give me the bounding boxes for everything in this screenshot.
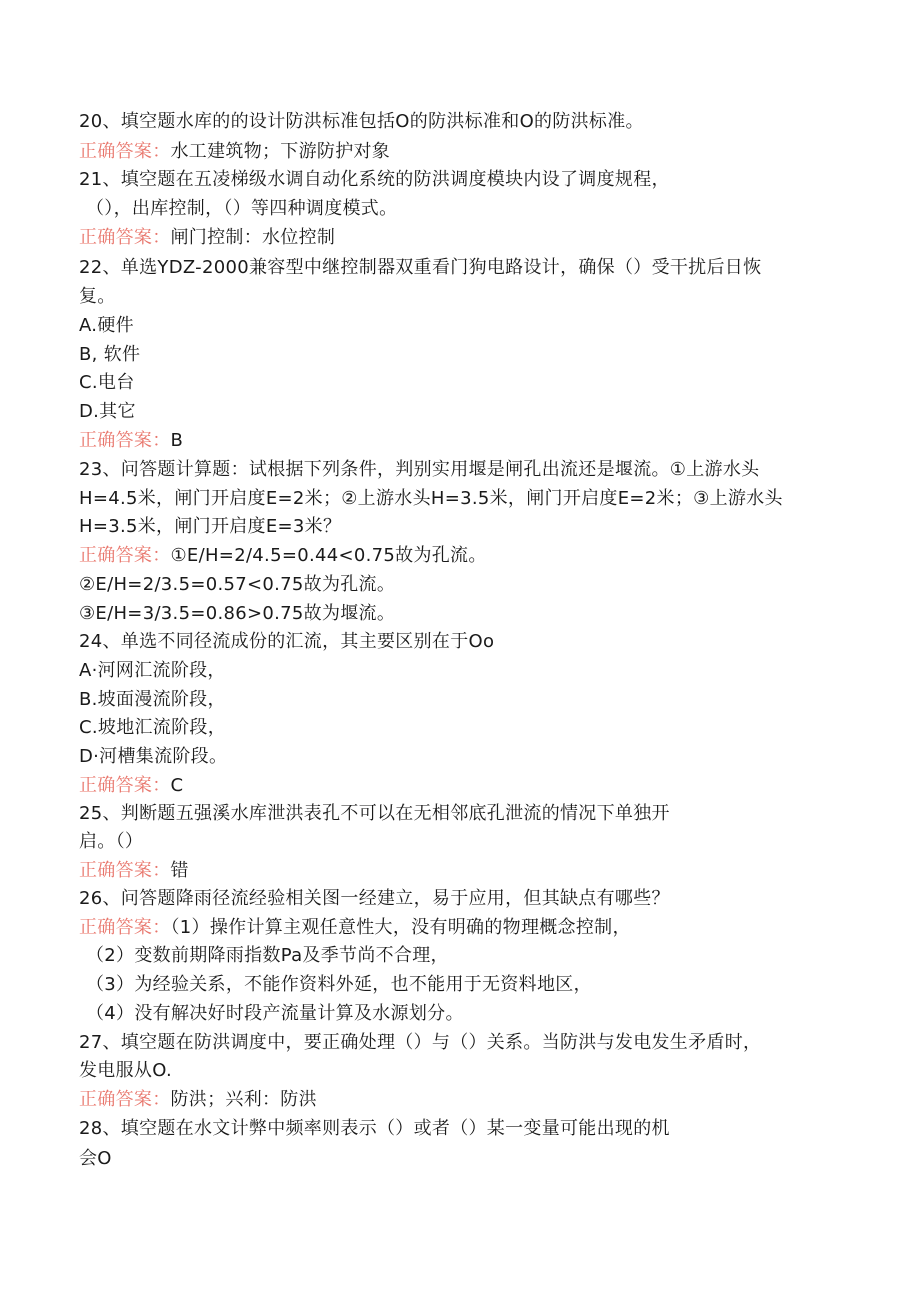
option-c: C.电台: [79, 372, 135, 393]
question-26-line-1: 26、问答题降雨径流经验相关图一经建立，易于应用，但其缺点有哪些？: [79, 888, 670, 909]
question-27-line-1: 27、填空题在防洪调度中，要正确处理（）与（）关系。当防洪与发电发生矛盾时，: [79, 1032, 762, 1053]
answer-26-line-4: （4）没有解决好时段产流量计算及水源划分。: [86, 1003, 464, 1024]
answer-text: 闸门控制：水位控制: [170, 227, 336, 248]
answer-label: 正确答案：: [79, 227, 171, 248]
answer-label: 正确答案：: [79, 917, 171, 938]
option-c: C.坡地汇流阶段，: [79, 717, 226, 738]
question-25-line-1: 25、判断题五强溪水库泄洪表孔不可以在无相邻底孔泄流的情况下单独开: [79, 803, 670, 824]
answer-25: [79, 859, 189, 883]
question-21-line-1: 21、填空题在五凌梯级水调自动化系统的防洪调度模块内设了调度规程，: [79, 169, 670, 190]
question-22-line-2: 复。: [79, 286, 116, 307]
answer-label: 正确答案：: [79, 545, 171, 566]
answer-text: 错: [170, 860, 189, 881]
answer-text: B: [170, 430, 184, 451]
option-a: A.硬件: [79, 315, 134, 336]
answer-27: [79, 1088, 317, 1112]
answer-20: [79, 140, 390, 164]
answer-23-line-2: ②E/H=2/3.5=0.57<0.75故为孔流。: [79, 574, 396, 595]
answer-text: 水工建筑物；下游防护对象: [170, 141, 391, 162]
answer-26-line-3: （3）为经验关系，不能作资料外延，也不能用于无资料地区，: [86, 974, 592, 995]
answer-text: 防洪；兴利：防洪: [170, 1089, 317, 1110]
answer-label: 正确答案：: [79, 1089, 171, 1110]
answer-26: [79, 916, 631, 940]
question-24-line-1: 24、单选不同径流成份的汇流，其主要区别在于Oo: [79, 631, 495, 652]
question-20-line-1: 20、填空题水库的的设计防洪标准包括O的防洪标准和O的防洪标准。: [79, 111, 644, 132]
answer-label: 正确答案：: [79, 860, 171, 881]
question-23-line-3: H=3.5米，闸门开启度E=3米？: [79, 516, 342, 537]
question-28-line-1: 28、填空题在水文计弊中频率则表示（）或者（）某一变量可能出现的机: [79, 1118, 670, 1139]
answer-text: ①E/H=2/4.5=0.44<0.75故为孔流。: [170, 545, 487, 566]
answer-23: [79, 544, 487, 568]
answer-label: 正确答案：: [79, 430, 171, 451]
question-25-line-2: 启。（）: [79, 831, 144, 852]
question-27-line-2: 发电服从O.: [79, 1060, 172, 1081]
option-b: B.坡面漫流阶段，: [79, 689, 226, 710]
question-23-line-1: 23、问答题计算题：试根据下列条件，判别实用堰是闸孔出流还是堰流。①上游水头: [79, 459, 760, 480]
answer-text: （1）操作计算主观任意性大，没有明确的物理概念控制，: [170, 917, 631, 938]
answer-26-line-2: （2）变数前期降雨指数Pa及季节尚不合理，: [86, 945, 449, 966]
question-28-line-2: 会O: [79, 1148, 112, 1169]
answer-23-line-3: ③E/H=3/3.5=0.86>0.75故为堰流。: [79, 603, 396, 624]
option-b: B, 软件: [79, 344, 141, 365]
answer-22: [79, 429, 183, 453]
option-a: A·河网汇流阶段，: [79, 660, 226, 681]
answer-label: 正确答案：: [79, 141, 171, 162]
answer-label: 正确答案：: [79, 775, 171, 796]
option-d: D·河槽集流阶段。: [79, 746, 228, 767]
answer-24: [79, 774, 183, 798]
option-d: D.其它: [79, 401, 136, 422]
question-21-line-2: （），出库控制，（）等四种调度模式。: [86, 198, 398, 219]
answer-text: C: [170, 775, 184, 796]
answer-21: [79, 226, 335, 250]
question-22-line-1: 22、单选YDZ-2000兼容型中继控制器双重看门狗电路设计，确保（）受干扰后日恢: [79, 257, 762, 278]
question-23-line-2: H=4.5米，闸门开启度E=2米；②上游水头H=3.5米，闸门开启度E=2米；③上游水头: [79, 488, 783, 509]
